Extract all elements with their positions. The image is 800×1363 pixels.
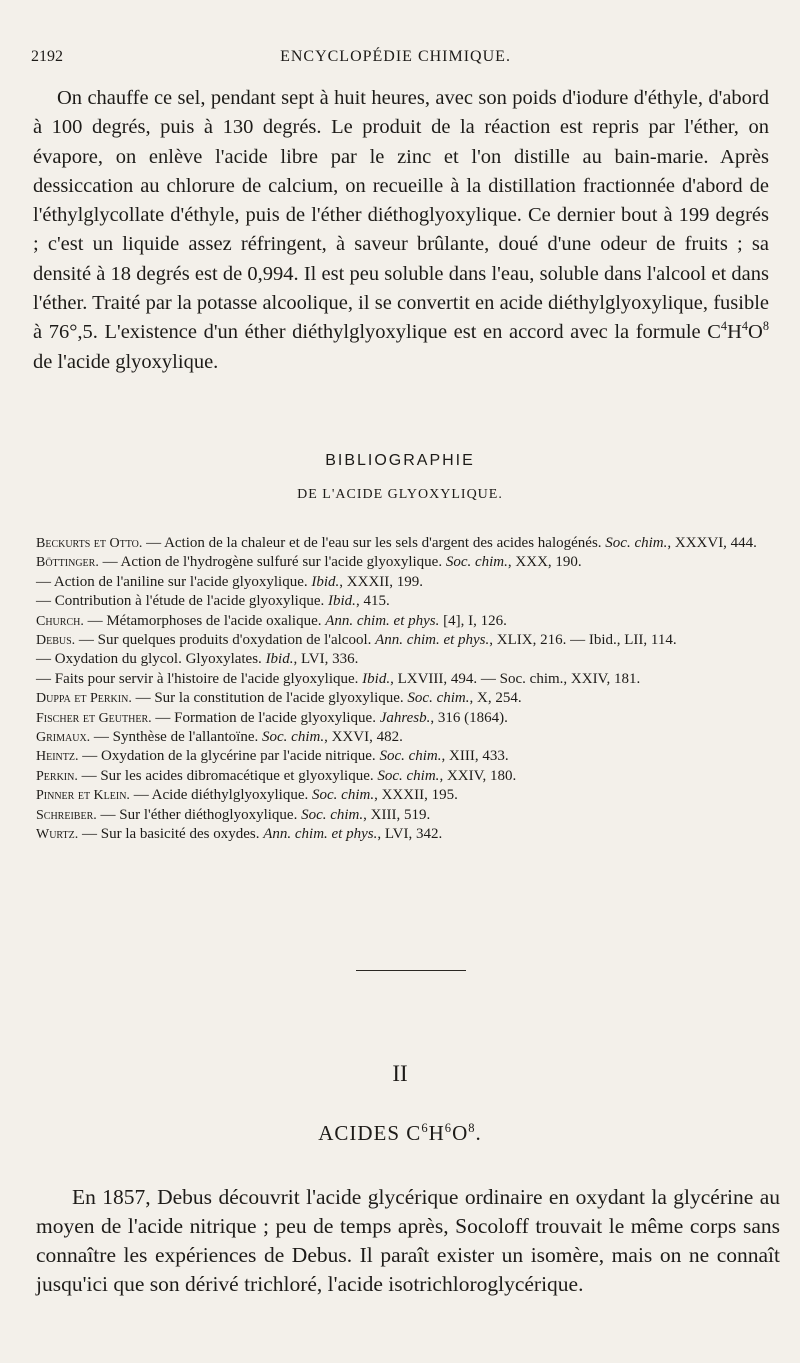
bibliography-entry: Grimaux. — Synthèse de l'allantoïne. Soc. chim., XXVI, 482.: [36, 729, 403, 746]
entry-author: Duppa et Perkin.: [36, 691, 132, 707]
section-numeral: II: [392, 1061, 408, 1086]
bibliography-entry: — Action de l'aniline sur l'acide glyoxylique. Ibid., XXXII, 199.: [36, 573, 424, 590]
entry-author: Debus.: [36, 633, 76, 649]
bibliography-entry: Debus. — Sur quelques produits d'oxydation de l'alcool. Ann. chim. et phys., XLIX, 216. — Ibid., LII, 114.: [36, 632, 677, 649]
entry-author: Perkin.: [36, 768, 78, 784]
bibliography-entry: — Faits pour servir à l'histoire de l'acide glyoxylique. Ibid., LXVIII, 494. — Soc. chim., XXIV, 181.: [36, 670, 641, 687]
bibliography-entry: Duppa et Perkin. — Sur la constitution de l'acide glyoxylique. Soc. chim., X, 254.: [36, 690, 522, 707]
bibliography-list: [36, 534, 776, 845]
entry-author: Church.: [36, 613, 84, 629]
bibliography-entry: Wurtz. — Sur la basicité des oxydes. Ann. chim. et phys., LVI, 342.: [36, 826, 443, 843]
bibliography-entry: Pinner et Klein. — Acide diéthylglyoxylique. Soc. chim., XXXII, 195.: [36, 787, 458, 804]
bibliography-entry: — Contribution à l'étude de l'acide glyoxylique. Ibid., 415.: [36, 593, 390, 610]
paragraph-text: En 1857, Debus découvrit l'acide glycérique ordinaire en oxydant la glycérine au moyen de l'acide nitrique ; peu de temps après, Socoloff trouvait le même corps sans connaître les expériences de Debus. Il paraît exister un isomère, mais on ne connaît jusqu'ici que son dérivé trichloré, l'acide isotrichloroglycérique.: [36, 1185, 780, 1296]
page-number: 2192: [31, 48, 63, 65]
entry-author: Grimaux.: [36, 730, 91, 746]
section-divider: [356, 970, 466, 971]
paragraph-text-end: de l'acide glyoxylique.: [33, 350, 219, 373]
section-title: ACIDES $C^6H^6O^8$.: [318, 1121, 482, 1145]
bibliography-entry: Perkin. — Sur les acides dibromacétique et glyoxylique. Soc. chim., XXIV, 180.: [36, 767, 517, 784]
chemical-formula: $C^6H^6O^8$: [406, 1121, 476, 1145]
bibliography-entry: — Oxydation du glycol. Glyoxylates. Ibid., LVI, 336.: [36, 651, 359, 668]
bibliography-entry: Schreiber. — Sur l'éther diéthoglyoxylique. Soc. chim., XIII, 519.: [36, 806, 431, 823]
paragraph-text: On chauffe ce sel, pendant sept à huit heures, avec son poids d'iodure d'éthyle, d'abord à 100 degrés, puis à 130 degrés. Le produit de la réaction est repris par l'éther, on évapore, on enlève l'acide libre par le zinc et l'on distille au bain-marie. Après dessiccation au chlorure de calcium, on recueille à la distillation fractionnée d'abord de l'éthylglycollate d'éthyle, puis de l'éther diéthoglyoxylique. Ce dernier bout à 199 degrés ; c'est un liquide assez réfringent, à saveur brûlante, doué d'une odeur de fruits ; sa densité à 18 degrés est de 0,994. Il est peu soluble dans l'eau, soluble dans l'alcool et dans l'éther. Traité par la potasse alcoolique, il se convertit en acide diéthylglyoxylique, fusible à 76°,5. L'existence d'un éther diéthylglyoxylique est en accord avec la formule: [33, 87, 769, 344]
entry-author: Schreiber.: [36, 807, 97, 823]
entry-author: Fischer et Geuther.: [36, 710, 152, 726]
bibliography-entry: Church. — Métamorphoses de l'acide oxalique. Ann. chim. et phys. [4], I, 126.: [36, 612, 507, 629]
bibliography-title: BIBLIOGRAPHIE: [325, 452, 475, 469]
chemical-formula: $C^4H^4O^8$: [707, 319, 769, 344]
bibliography-subtitle: DE L'ACIDE GLYOXYLIQUE.: [297, 487, 503, 502]
bibliography-entry: Böttinger. — Action de l'hydrogène sulfuré sur l'acide glyoxylique. Soc. chim., XXX, 190.: [36, 554, 582, 571]
page-header: [31, 48, 760, 70]
entry-author: Böttinger.: [36, 555, 99, 571]
bibliography-entry: Heintz. — Oxydation de la glycérine par l'acide nitrique. Soc. chim., XIII, 433.: [36, 748, 509, 765]
paragraph-glyceric-acid: [36, 1183, 780, 1299]
entry-author: Wurtz.: [36, 827, 79, 843]
bibliography-entry: Beckurts et Otto. — Action de la chaleur et de l'eau sur les sels d'argent des acides halogénés. Soc. chim., XXXVI, 444.: [36, 535, 757, 551]
entry-author: Pinner et Klein.: [36, 788, 130, 804]
running-title: ENCYCLOPÉDIE CHIMIQUE.: [280, 48, 511, 65]
bibliography-entry: Fischer et Geuther. — Formation de l'acide glyoxylique. Jahresb., 316 (1864).: [36, 709, 508, 726]
entry-author: Beckurts et Otto.: [36, 536, 143, 551]
paragraph-glyoxylic-ether: [33, 84, 769, 377]
entry-author: Heintz.: [36, 749, 79, 765]
